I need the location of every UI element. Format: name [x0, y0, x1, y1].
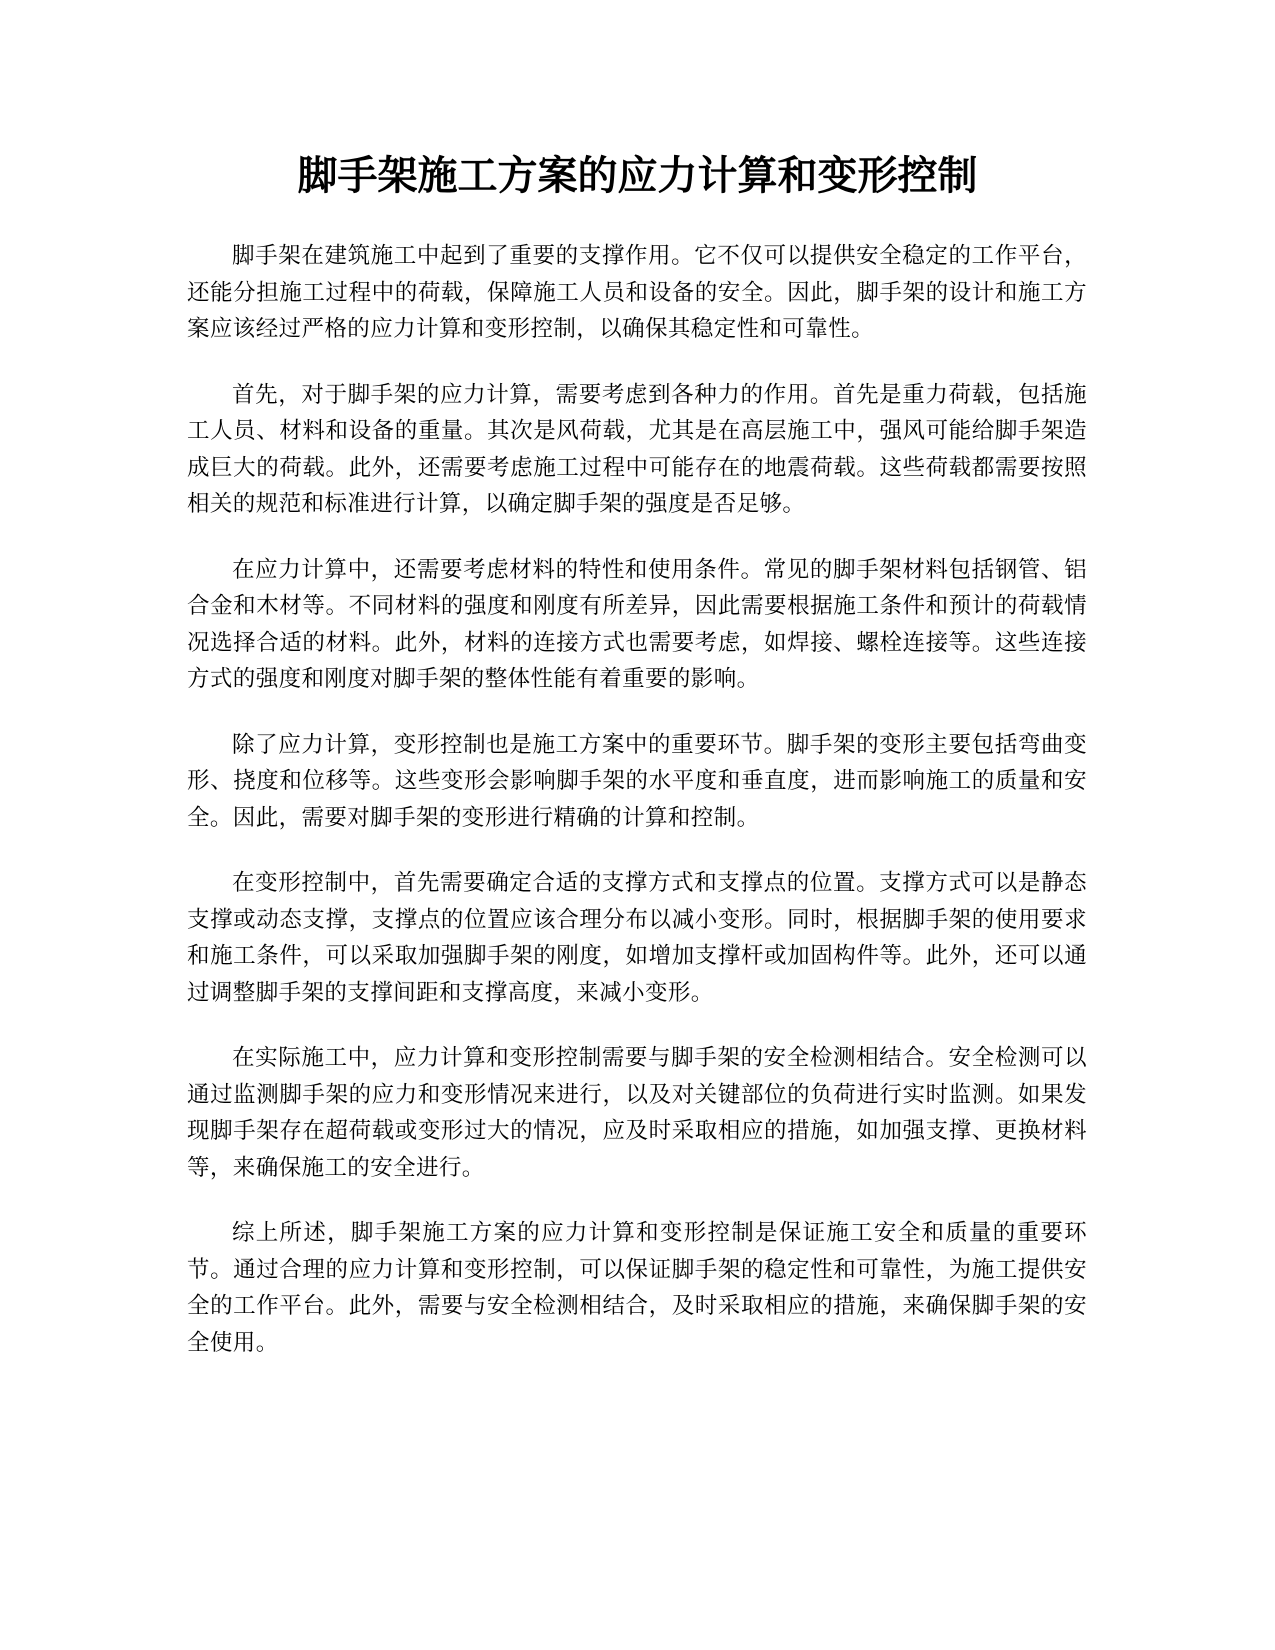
paragraph: 综上所述，脚手架施工方案的应力计算和变形控制是保证施工安全和质量的重要环节。通过合理的应力计算和变形控制，可以保证脚手架的稳定性和可靠性，为施工提供安全的工作平台。此外，需要与安全检测相结合，及时采取相应的措施，来确保脚手架的安全使用。 [187, 1220, 1087, 1356]
paragraph: 脚手架在建筑施工中起到了重要的支撑作用。它不仅可以提供安全稳定的工作平台，还能分担施工过程中的荷载，保障施工人员和设备的安全。因此，脚手架的设计和施工方案应该经过严格的应力计算和变形控制，以确保其稳定性和可靠性。 [187, 243, 1087, 342]
paragraph: 首先，对于脚手架的应力计算，需要考虑到各种力的作用。首先是重力荷载，包括施工人员、材料和设备的重量。其次是风荷载，尤其是在高层施工中，强风可能给脚手架造成巨大的荷载。此外，还需要考虑施工过程中可能存在的地震荷载。这些荷载都需要按照相关的规范和标准进行计算，以确定脚手架的强度是否足够。 [187, 381, 1087, 517]
paragraph: 在应力计算中，还需要考虑材料的特性和使用条件。常见的脚手架材料包括钢管、铝合金和木材等。不同材料的强度和刚度有所差异，因此需要根据施工条件和预计的荷载情况选择合适的材料。此外，材料的连接方式也需要考虑，如焊接、螺栓连接等。这些连接方式的强度和刚度对脚手架的整体性能有着重要的影响。 [187, 556, 1087, 692]
paragraph: 在变形控制中，首先需要确定合适的支撑方式和支撑点的位置。支撑方式可以是静态支撑或动态支撑，支撑点的位置应该合理分布以减小变形。同时，根据脚手架的使用要求和施工条件，可以采取加强脚手架的刚度，如增加支撑杆或加固构件等。此外，还可以通过调整脚手架的支撑间距和支撑高度，来减小变形。 [187, 870, 1087, 1006]
paragraph: 在实际施工中，应力计算和变形控制需要与脚手架的安全检测相结合。安全检测可以通过监测脚手架的应力和变形情况来进行，以及对关键部位的负荷进行实时监测。如果发现脚手架存在超荷载或变形过大的情况，应及时采取相应的措施，如加强支撑、更换材料等，来确保施工的安全进行。 [187, 1045, 1087, 1181]
document-title: 脚手架施工方案的应力计算和变形控制 [297, 153, 978, 199]
paragraph: 除了应力计算，变形控制也是施工方案中的重要环节。脚手架的变形主要包括弯曲变形、挠度和位移等。这些变形会影响脚手架的水平度和垂直度，进而影响施工的质量和安全。因此，需要对脚手架的变形进行精确的计算和控制。 [187, 731, 1087, 831]
document-body [187, 238, 1087, 1390]
